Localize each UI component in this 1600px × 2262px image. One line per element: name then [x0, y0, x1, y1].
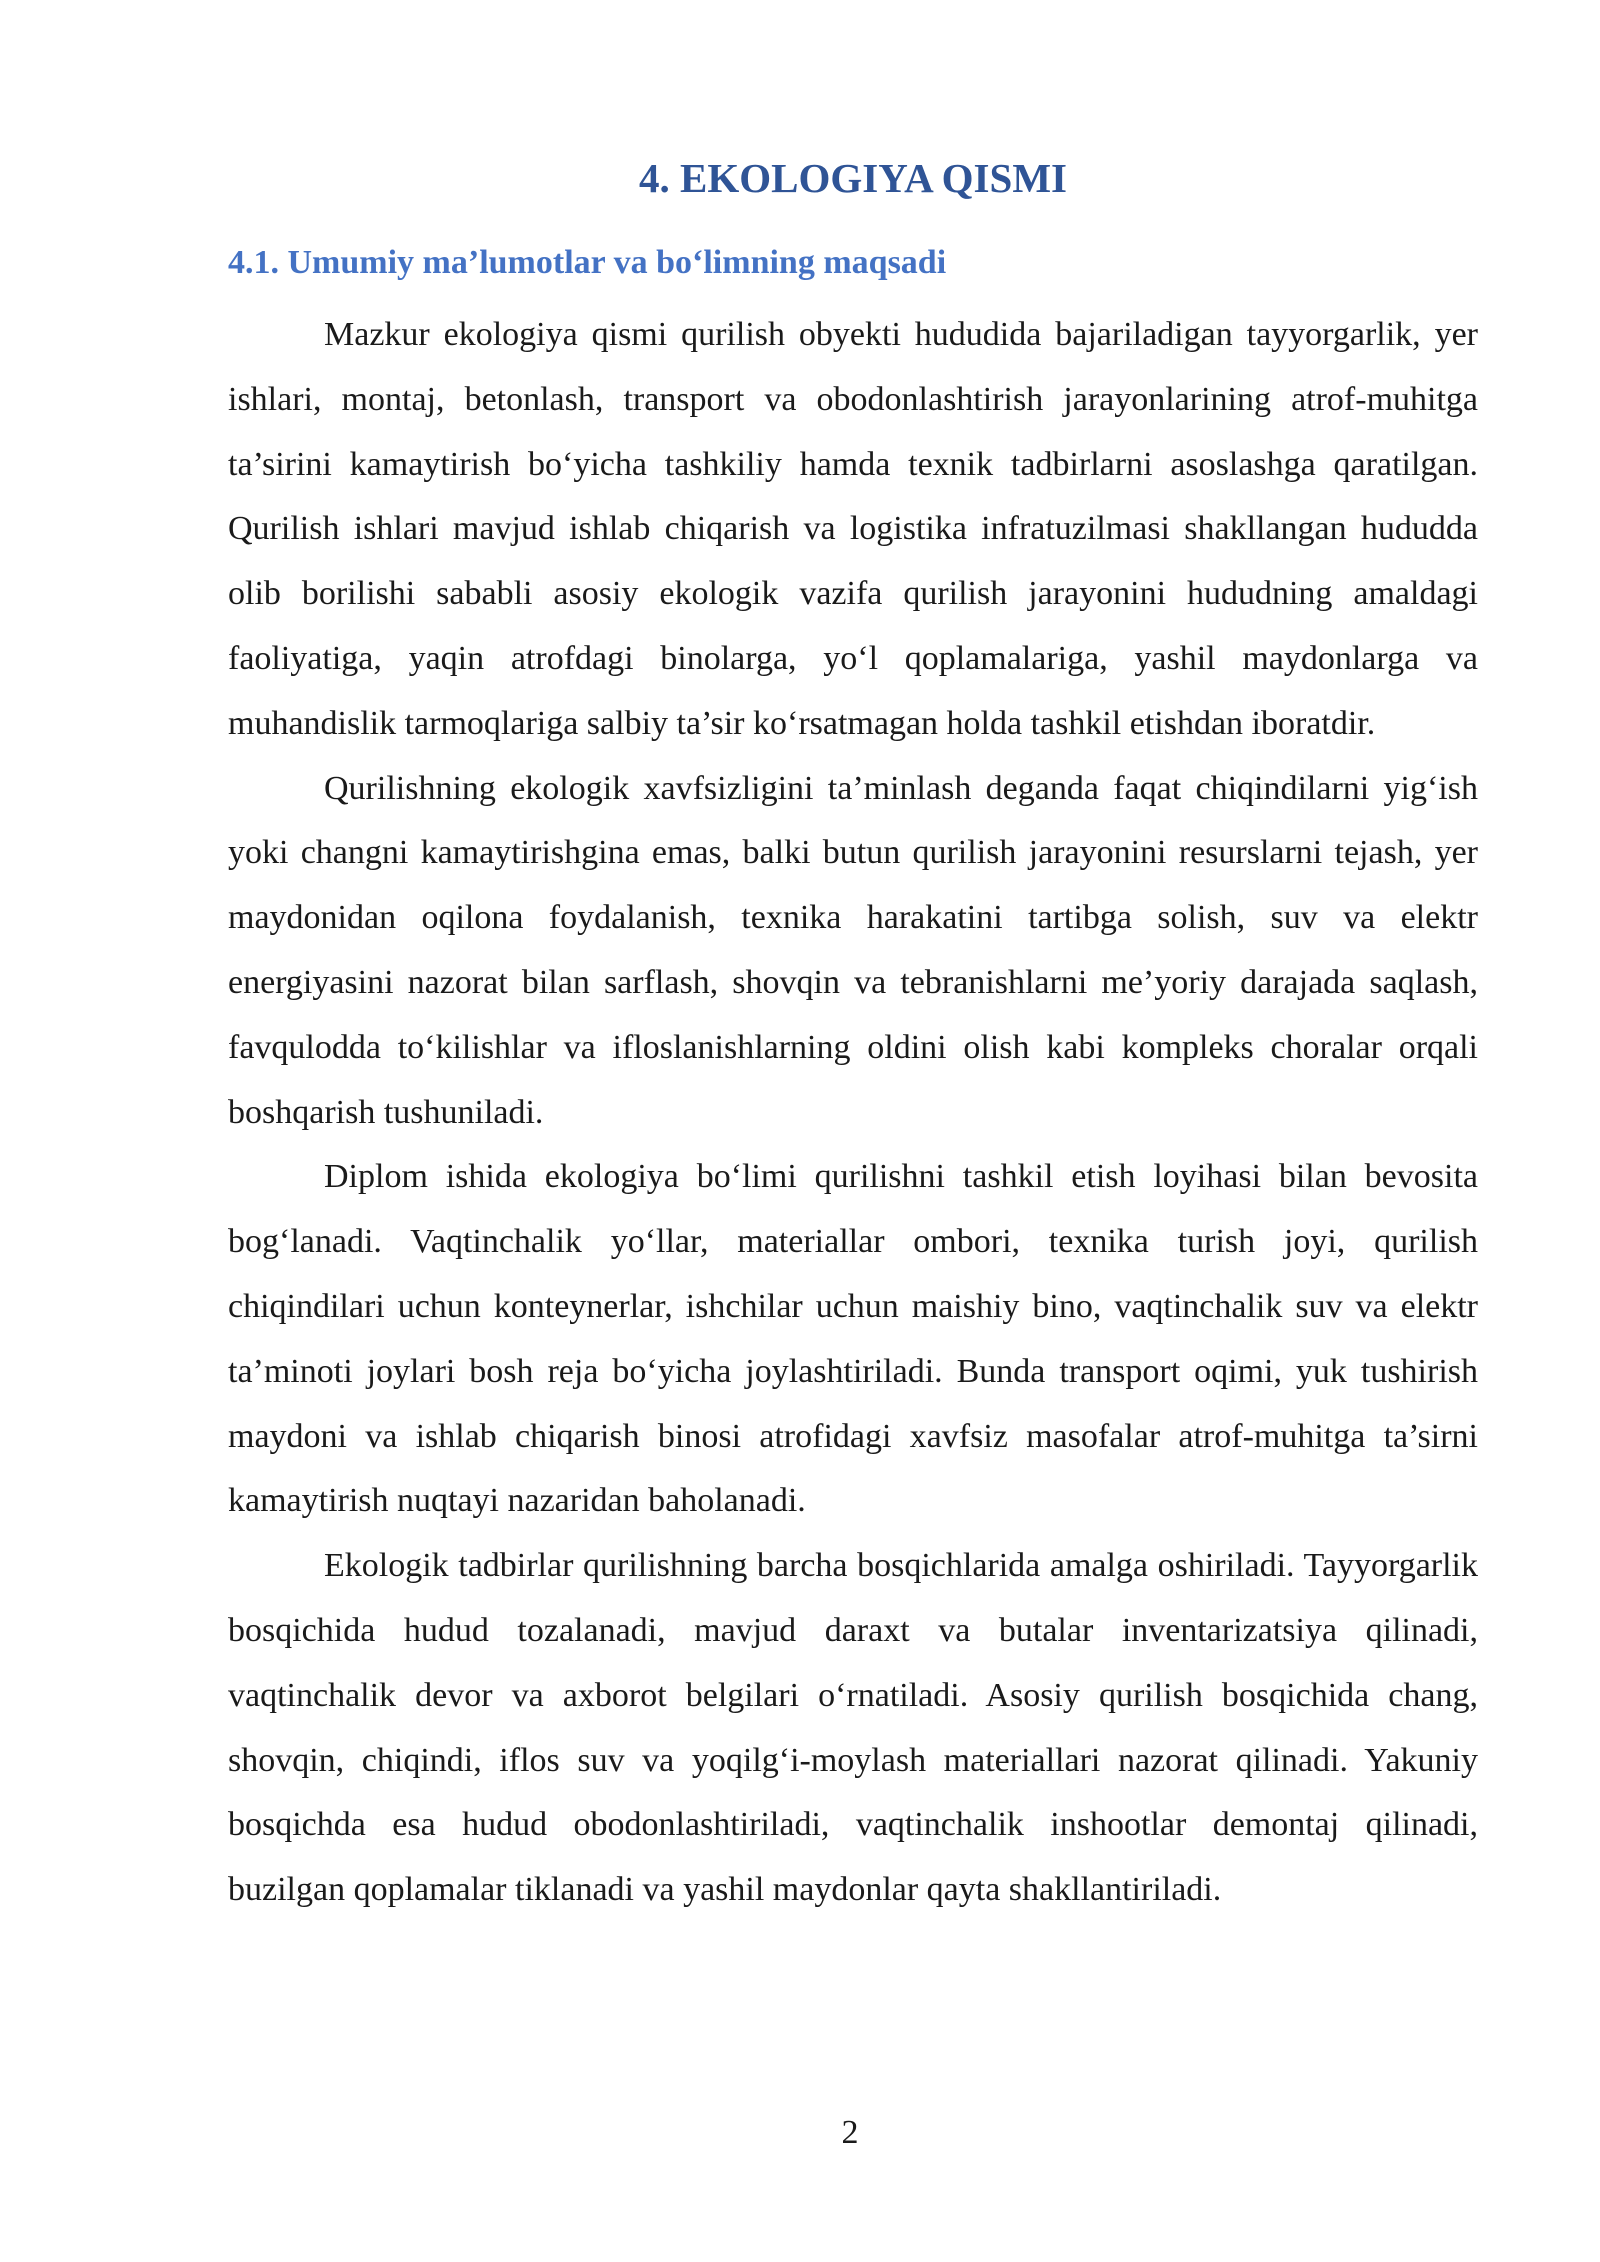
- paragraph-3: Diplom ishida ekologiya bo‘limi qurilishni tashkil etish loyihasi bilan bevosita bog‘lanadi. Vaqtinchalik yo‘llar, materiallar ombori, texnika turish joyi, qurilish chiqindilari uchun konteynerlar, ishchilar uchun maishiy bino, vaqtinchalik suv va elektr ta’minoti joylari bosh reja bo‘yicha joylashtiriladi. Bunda transport oqimi, yuk tushirish maydoni va ishlab chiqarish binosi atrofidagi xavfsiz masofalar atrof-muhitga ta’sirni kamaytirish nuqtayi nazaridan baholanadi.: [228, 1158, 1478, 1520]
- section-heading: 4.1. Umumiy ma’lumotlar va bo‘limning maqsadi: [228, 244, 947, 281]
- body-text: [228, 303, 1478, 1923]
- paragraph-4: Ekologik tadbirlar qurilishning barcha bosqichlarida amalga oshiriladi. Tayyorgarlik bosqichida hudud tozalanadi, mavjud daraxt va butalar inventarizatsiya qilinadi, vaqtinchalik devor va axborot belgilari o‘rnatiladi. Asosiy qurilish bosqichida chang, shovqin, chiqindi, iflos suv va yoqilg‘i-moylash materiallari nazorat qilinadi. Yakuniy bosqichda esa hudud obodonlashtiriladi, vaqtinchalik inshootlar demontaj qilinadi, buzilgan qoplamalar tiklanadi va yashil maydonlar qayta shakllantiriladi.: [228, 1547, 1478, 1909]
- page-number: 2: [841, 2114, 859, 2151]
- paragraph-2: Qurilishning ekologik xavfsizligini ta’minlash deganda faqat chiqindilarni yig‘ish yoki changni kamaytirishgina emas, balki butun qurilish jarayonini resurslarni tejash, yer maydonidan oqilona foydalanish, texnika harakatini tartibga solish, suv va elektr energiyasini nazorat bilan sarflash, shovqin va tebranishlarni me’yoriy darajada saqlash, favqulodda to‘kilishlar va ifloslanishlarning oldini olish kabi kompleks choralar orqali boshqarish tushuniladi.: [228, 769, 1478, 1131]
- chapter-title: 4. EKOLOGIYA QISMI: [639, 155, 1067, 201]
- paragraph-1: Mazkur ekologiya qismi qurilish obyekti hududida bajariladigan tayyorgarlik, yer ishlari, montaj, betonlash, transport va obodonlashtirish jarayonlarining atrof-muhitga ta’sirini kamaytirish bo‘yicha tashkiliy hamda texnik tadbirlarni asoslashga qaratilgan. Qurilish ishlari mavjud ishlab chiqarish va logistika infratuzilmasi shakllangan hududda olib borilishi sababli asosiy ekologik vazifa qurilish jarayonini hududning amaldagi faoliyatiga, yaqin atrofdagi binolarga, yo‘l qoplamalariga, yashil maydonlarga va muhandislik tarmoqlariga salbiy ta’sir ko‘rsatmagan holda tashkil etishdan iboratdir.: [228, 316, 1478, 742]
